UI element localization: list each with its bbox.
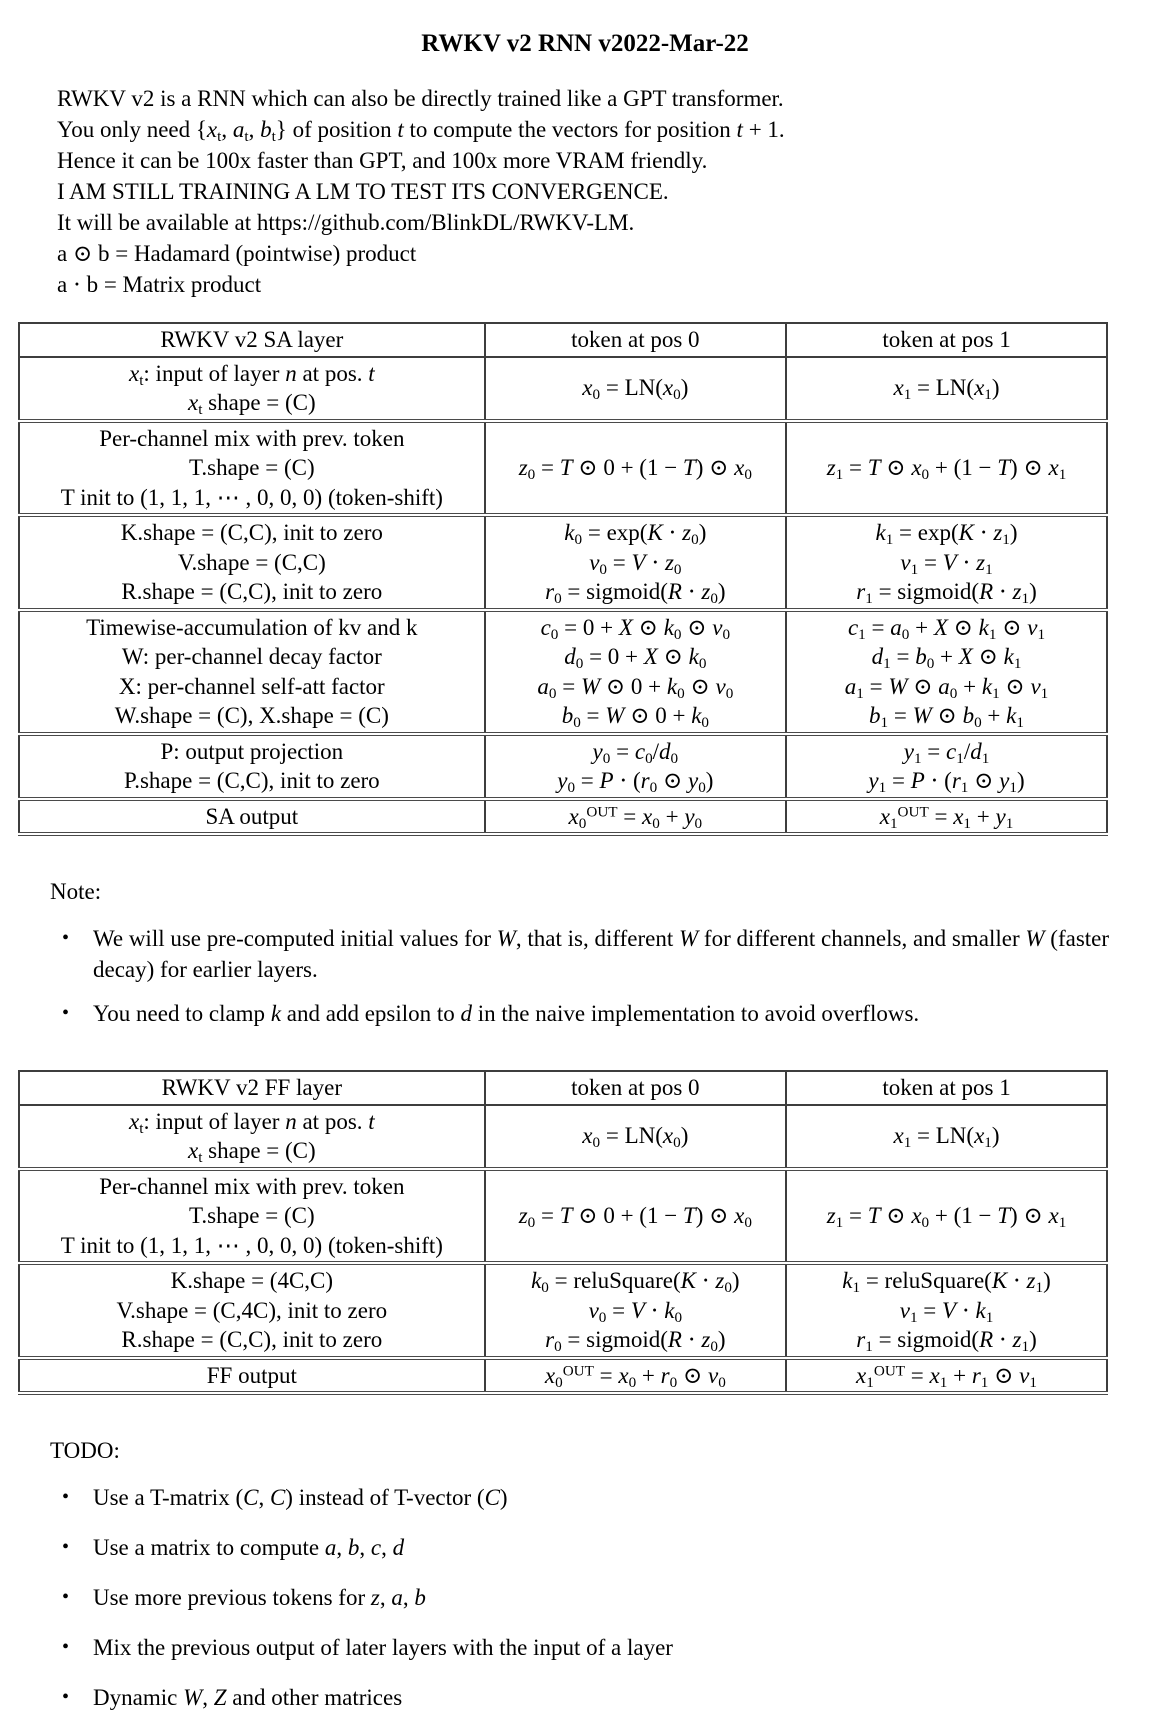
formula-cell: $z_1 = T$ ⊙ $x_0 + (1 - T)$ ⊙ $x_1$ xyxy=(786,1169,1107,1264)
todo-bullet: • Use more previous tokens for z, a, b xyxy=(93,1582,1138,1613)
row-description-cell: P: output projection P.shape = (C,C), init to zero xyxy=(123,738,380,793)
todo-bullet: • Use a T-matrix (C, C) instead of T-vector (C) xyxy=(93,1482,1138,1513)
column-header: token at pos 1 xyxy=(786,323,1107,357)
table-row xyxy=(19,610,1107,734)
row-description-cell: K.shape = (C,C), init to zero V.shape = (C,C) R.shape = (C,C), init to zero xyxy=(120,520,383,604)
table-row xyxy=(19,1169,1107,1264)
formula-cell: $x_1 = LN(x_1)$ xyxy=(786,357,1107,421)
table-row xyxy=(19,1105,1107,1169)
column-header: RWKV v2 SA layer xyxy=(160,327,344,352)
formula-cell: $x_1 = LN(x_1)$ xyxy=(786,1105,1107,1169)
sa-layer-table xyxy=(18,322,1108,836)
formula-cell: $x_0 = LN(x_0)$ xyxy=(485,1105,786,1169)
todo-bullet: • Use a matrix to compute a, b, c, d xyxy=(93,1532,1138,1563)
page-title: RWKV v2 RNN v2022-Mar-22 xyxy=(421,30,749,57)
intro-line: RWKV v2 is a RNN which can also be directly trained like a GPT transformer. xyxy=(57,86,784,111)
table-row xyxy=(19,734,1107,799)
note-list xyxy=(0,923,1138,1029)
note-heading: Note: xyxy=(50,879,102,904)
formula-cell: $y_1 = c_1/d_1$ $y_1 = P \cdot (r_1$ ⊙ $y_1$) xyxy=(786,734,1107,799)
table-row xyxy=(19,1263,1107,1358)
note-bullet: • You need to clamp k and add epsilon to d in the naive implementation to avoid overflows. xyxy=(93,998,1138,1029)
column-header: token at pos 0 xyxy=(485,1071,786,1105)
formula-cell: $x_0 = LN(x_0)$ xyxy=(485,357,786,421)
todo-list xyxy=(0,1482,1138,1713)
todo-bullet: • Mix the previous output of later layers with the input of a layer xyxy=(93,1632,1138,1663)
intro-line: I AM STILL TRAINING A LM TO TEST ITS CONVERGENCE. xyxy=(57,179,669,204)
intro-paragraph xyxy=(57,83,1170,300)
column-header: token at pos 0 xyxy=(485,323,786,357)
sa-table-body xyxy=(19,357,1107,835)
row-description-cell: Timewise-accumulation of kv and k W: per-channel decay factor X: per-channel self-att factor W.shape = (C), X.shape = (C) xyxy=(86,614,418,728)
intro-line: You only need {$x_t$, $a_t$, $b_t$} of position t to compute the vectors for position t + 1. xyxy=(57,117,785,145)
formula-cell: $z_0 = T$ ⊙ 0 + (1 − T) ⊙ $x_0$ xyxy=(485,1169,786,1264)
row-description-cell: $x_t$: input of layer n at pos. t $x_t$ shape = (C) xyxy=(128,1108,375,1166)
formula-cell: $c_0 = 0 + X$ ⊙ $k_0$ ⊙ $v_0$ $d_0 = 0 + X$ ⊙ $k_0$ $a_0 = W$ ⊙ $0 + k_0$ ⊙ $v_0$ $b_0 = W$ ⊙ $0 + k_0$ xyxy=(485,610,786,734)
formula-cell: $z_0 = T$ ⊙ 0 + (1 − T) ⊙ $x_0$ xyxy=(485,421,786,516)
column-header: token at pos 1 xyxy=(786,1071,1107,1105)
formula-cell: $x_1^{OUT} = x_1 + r_1$ ⊙ $v_1$ xyxy=(786,1358,1107,1394)
note-bullet: • We will use pre-computed initial values for W, that is, different W for different channels, and smaller W (faster decay) for earlier layers. xyxy=(93,923,1138,985)
formula-cell: $k_0 = \exp(K \cdot z_0)$ $v_0 = V \cdot z_0$ $r_0$ = sigmoid(R ⋅ $z_0$) xyxy=(485,515,786,610)
formula-cell: $k_1$ = reluSquare(K ⋅ $z_1$) $v_1 = V \cdot k_1$ $r_1$ = sigmoid(R ⋅ $z_1$) xyxy=(786,1263,1107,1358)
formula-cell: $c_1 = a_0 + X$ ⊙ $k_1$ ⊙ $v_1$ $d_1 = b_0 + X$ ⊙ $k_1$ $a_1 = W$ ⊙ $a_0 + k_1$ ⊙ $v_1$ $b_1 = W$ ⊙ $b_0 + k_1$ xyxy=(786,610,1107,734)
table-row xyxy=(19,1358,1107,1394)
ff-layer-table xyxy=(18,1070,1108,1395)
formula-cell: $x_0^{OUT} = x_0 + r_0$ ⊙ $v_0$ xyxy=(485,1358,786,1394)
intro-line: It will be available at https://github.com/BlinkDL/RWKV-LM. xyxy=(57,210,635,235)
intro-line: a ⊙ b = Hadamard (pointwise) product xyxy=(57,241,417,266)
column-header: RWKV v2 FF layer xyxy=(161,1075,343,1100)
formula-cell: $k_1 = \exp(K \cdot z_1)$ $v_1 = V \cdot z_1$ $r_1$ = sigmoid(R ⋅ $z_1$) xyxy=(786,515,1107,610)
row-description-cell: $x_t$: input of layer n at pos. t $x_t$ shape = (C) xyxy=(128,360,375,418)
intro-line: Hence it can be 100x faster than GPT, and 100x more VRAM friendly. xyxy=(57,148,708,173)
todo-heading: TODO: xyxy=(50,1438,120,1463)
table-row xyxy=(19,421,1107,516)
formula-cell: $y_0 = c_0/d_0$ $y_0 = P \cdot (r_0$ ⊙ $y_0$) xyxy=(485,734,786,799)
table-row xyxy=(19,799,1107,835)
todo-bullet: • Dynamic W, Z and other matrices xyxy=(93,1682,1138,1713)
row-description-cell: SA output xyxy=(205,803,299,829)
intro-line: a ⋅ b = Matrix product xyxy=(57,272,262,297)
table-row xyxy=(19,357,1107,421)
formula-cell: $z_1 = T$ ⊙ $x_0 + (1 - T)$ ⊙ $x_1$ xyxy=(786,421,1107,516)
sa-table-header-row xyxy=(19,323,1107,357)
row-description-cell: Per-channel mix with prev. token T.shape = (C) T init to (1, 1, 1, ⋯ , 0, 0, 0) (token-shift) xyxy=(60,1173,443,1258)
ff-table-body xyxy=(19,1105,1107,1394)
document-page xyxy=(0,30,1170,1710)
table-row xyxy=(19,515,1107,610)
formula-cell: $x_1^{OUT} = x_1 + y_1$ xyxy=(786,799,1107,835)
row-description-cell: FF output xyxy=(206,1362,297,1388)
row-description-cell: Per-channel mix with prev. token T.shape = (C) T init to (1, 1, 1, ⋯ , 0, 0, 0) (token-shift) xyxy=(60,425,443,510)
formula-cell: $x_0^{OUT} = x_0 + y_0$ xyxy=(485,799,786,835)
row-description-cell: K.shape = (4C,C) V.shape = (C,4C), init to zero R.shape = (C,C), init to zero xyxy=(116,1268,388,1352)
ff-table-header-row xyxy=(19,1071,1107,1105)
formula-cell: $k_0$ = reluSquare(K ⋅ $z_0$) $v_0 = V \cdot k_0$ $r_0$ = sigmoid(R ⋅ $z_0$) xyxy=(485,1263,786,1358)
